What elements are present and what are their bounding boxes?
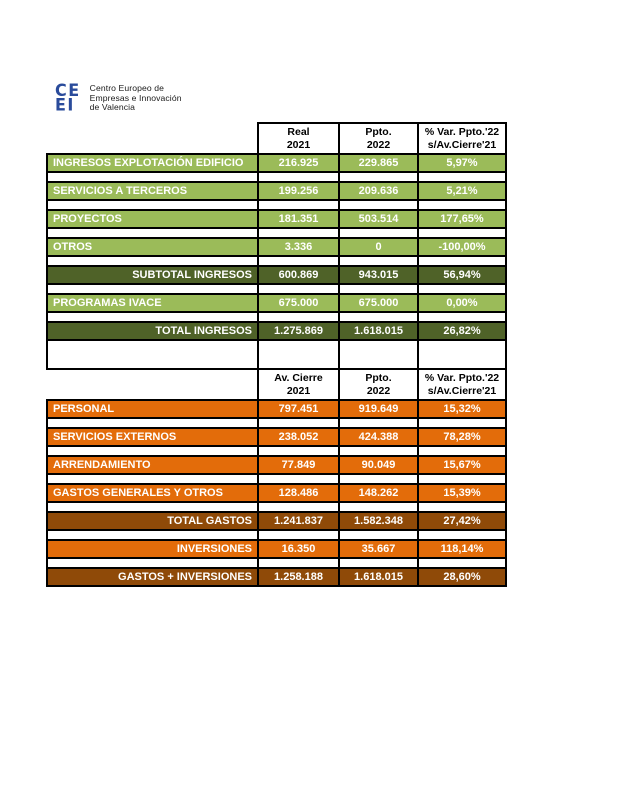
income-header-blank-cell — [47, 123, 258, 154]
row-personal — [47, 400, 506, 418]
header-line: Av. Cierre — [274, 371, 323, 384]
header-line: Ppto. — [365, 125, 392, 138]
separator-row — [47, 340, 506, 369]
row-label: PROYECTOS — [47, 210, 258, 228]
value-av-cierre: 797.451 — [258, 400, 339, 418]
header-line: 2022 — [366, 138, 391, 151]
value-var: 118,14% — [418, 540, 506, 558]
value-real: 216.925 — [258, 154, 339, 172]
ceei-logo — [55, 80, 182, 116]
ceei-logo-text — [90, 84, 182, 113]
row-label: SERVICIOS EXTERNOS — [47, 428, 258, 446]
value-av-cierre: 1.241.837 — [258, 512, 339, 530]
value-ppto: 503.514 — [339, 210, 418, 228]
row-label: GASTOS + INVERSIONES — [47, 568, 258, 586]
value-ppto: 424.388 — [339, 428, 418, 446]
row-label: TOTAL INGRESOS — [47, 322, 258, 340]
spacer-row — [47, 446, 506, 456]
header-line: Ppto. — [365, 371, 392, 384]
value-var: 78,28% — [418, 428, 506, 446]
spacer-row — [47, 228, 506, 238]
row-proyectos — [47, 210, 506, 228]
value-ppto: 919.649 — [339, 400, 418, 418]
spacer-row — [47, 502, 506, 512]
logo-mark-top: CE — [55, 80, 81, 101]
header-line: s/Av.Cierre'21 — [427, 138, 497, 151]
value-var: 177,65% — [418, 210, 506, 228]
expense-header-ppto — [339, 369, 418, 400]
income-header-ppto — [339, 123, 418, 154]
spacer-row — [47, 558, 506, 568]
row-inversiones — [47, 540, 506, 558]
value-real: 199.256 — [258, 182, 339, 200]
expense-header-av-cierre — [258, 369, 339, 400]
budget-table — [46, 122, 507, 587]
income-header-var — [418, 123, 506, 154]
header-line: % Var. Ppto.'22 — [424, 125, 500, 138]
value-ppto: 943.015 — [339, 266, 418, 284]
value-ppto: 209.636 — [339, 182, 418, 200]
org-name-line3: de Valencia — [89, 102, 136, 113]
budget-sheet — [46, 122, 507, 587]
value-ppto: 1.582.348 — [339, 512, 418, 530]
expense-header-blank-cell — [47, 369, 258, 400]
expense-header-row — [47, 369, 506, 400]
value-var: 15,67% — [418, 456, 506, 474]
header-line: Real — [287, 125, 310, 138]
value-ppto: 35.667 — [339, 540, 418, 558]
spacer-row — [47, 474, 506, 484]
header-line: 2021 — [286, 384, 311, 397]
value-var: 28,60% — [418, 568, 506, 586]
row-arrendamiento — [47, 456, 506, 474]
value-av-cierre: 238.052 — [258, 428, 339, 446]
row-label: INGRESOS EXPLOTACIÓN EDIFICIO — [47, 154, 258, 172]
row-label: TOTAL GASTOS — [47, 512, 258, 530]
expense-header-var — [418, 369, 506, 400]
value-real: 600.869 — [258, 266, 339, 284]
spacer-row — [47, 312, 506, 322]
spacer-row — [47, 172, 506, 182]
org-name-line2: Empresas e Innovación — [89, 92, 182, 103]
value-av-cierre: 128.486 — [258, 484, 339, 502]
row-label: OTROS — [47, 238, 258, 256]
value-var: 26,82% — [418, 322, 506, 340]
row-servicios-a-terceros — [47, 182, 506, 200]
row-label: GASTOS GENERALES Y OTROS — [47, 484, 258, 502]
row-label: PROGRAMAS IVACE — [47, 294, 258, 312]
value-ppto: 90.049 — [339, 456, 418, 474]
spacer-row — [47, 418, 506, 428]
value-ppto: 229.865 — [339, 154, 418, 172]
value-av-cierre: 1.258.188 — [258, 568, 339, 586]
value-var: 15,32% — [418, 400, 506, 418]
value-ppto: 148.262 — [339, 484, 418, 502]
value-av-cierre: 77.849 — [258, 456, 339, 474]
value-av-cierre: 16.350 — [258, 540, 339, 558]
value-var: -100,00% — [418, 238, 506, 256]
value-real: 1.275.869 — [258, 322, 339, 340]
value-var: 5,97% — [418, 154, 506, 172]
row-programas-ivace — [47, 294, 506, 312]
value-var: 56,94% — [418, 266, 506, 284]
row-label: INVERSIONES — [47, 540, 258, 558]
value-var: 5,21% — [418, 182, 506, 200]
row-total-ingresos — [47, 322, 506, 340]
row-total-gastos — [47, 512, 506, 530]
spacer-row — [47, 256, 506, 266]
row-label: SERVICIOS A TERCEROS — [47, 182, 258, 200]
row-gastos-mas-inversiones — [47, 568, 506, 586]
value-ppto: 675.000 — [339, 294, 418, 312]
row-label: ARRENDAMIENTO — [47, 456, 258, 474]
spacer-row — [47, 530, 506, 540]
value-var: 0,00% — [418, 294, 506, 312]
header-line: s/Av.Cierre'21 — [427, 384, 497, 397]
row-label: PERSONAL — [47, 400, 258, 418]
value-ppto: 0 — [339, 238, 418, 256]
value-ppto: 1.618.015 — [339, 568, 418, 586]
ceei-logo-mark-icon — [55, 80, 81, 116]
header-line: 2022 — [366, 384, 391, 397]
value-real: 181.351 — [258, 210, 339, 228]
income-header-real — [258, 123, 339, 154]
value-real: 3.336 — [258, 238, 339, 256]
value-var: 15,39% — [418, 484, 506, 502]
row-label: SUBTOTAL INGRESOS — [47, 266, 258, 284]
row-otros — [47, 238, 506, 256]
spacer-row — [47, 200, 506, 210]
row-servicios-externos — [47, 428, 506, 446]
value-real: 675.000 — [258, 294, 339, 312]
income-header-row — [47, 123, 506, 154]
spacer-row — [47, 284, 506, 294]
logo-mark-bottom: EI — [55, 95, 75, 116]
row-gastos-generales-y-otros — [47, 484, 506, 502]
value-var: 27,42% — [418, 512, 506, 530]
header-line: 2021 — [286, 138, 311, 151]
row-subtotal-ingresos — [47, 266, 506, 284]
header-line: % Var. Ppto.'22 — [424, 371, 500, 384]
value-ppto: 1.618.015 — [339, 322, 418, 340]
org-name-line1: Centro Europeo de — [89, 83, 164, 93]
row-ingresos-explotacion-edificio — [47, 154, 506, 172]
